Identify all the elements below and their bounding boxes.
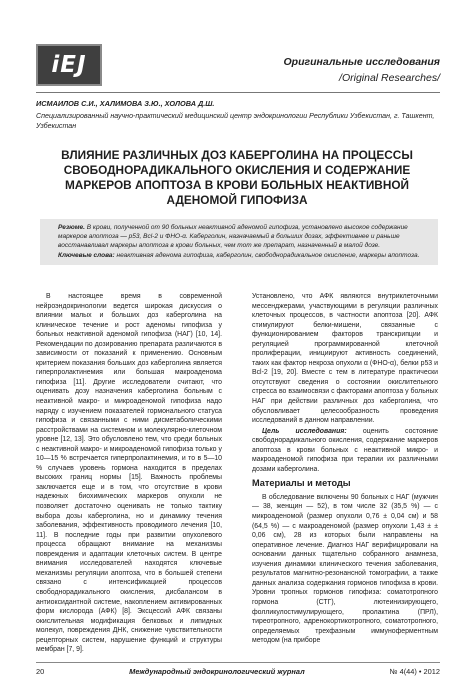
purpose-text: оценить состояние свободнорадикального окисления, содержание маркеров апоптоза в крови больных с неактивной микро- и макроаденомой гипофиза при терапии их различными дозами каберголина. — [252, 427, 438, 473]
methods-paragraph: В обследование включены 90 больных с НАГ (мужчин — 38, женщин — 52), в том числе 32 (35,5 %) — с микроаденомой (размер опухоли 0,76 ± 0,04 см) и 58 (64,5 %) — с макроаденомой (размер опухоли 1,43 ± ± 0,06 см), 28 из которых были направлены на оперативное лечение. Диагноз НАГ верифицировали на основании данных тщательно собранного анамнеза, изучения динамики клинического течения заболевания, результатов магнитно-резонансной томографии, а также данных анализа содержания гормонов гипофиза в крови. Уровни тропных гормонов гипофиза: соматотропного гормона (СТГ), лютеинизирующего, фолликулостимулирующего, пролактина (ПРЛ), тиреотропного, адренокортикотропного, соматотропного, определяемых трехфазным иммуноферментным методом (на приборе — [252, 493, 438, 645]
authors: ИСМАИЛОВ С.И., ХАЛИМОВА З.Ю., ХОЛОВА Д.Ш. — [36, 99, 215, 108]
abstract-text: В крови, полученной от 90 больных неактивной аденомой гипофиза, установлено высокое содержание маркеров апоптоза — р53, Bcl-2 и ФНО-α. Каберголин, назначаемый в больших дозах, эффективнее и раньше восстанавливал маркеры апоптоза в крови больных, чем тот же препарат, назначенный в малой дозе. — [58, 224, 408, 249]
footer-divider — [36, 662, 440, 663]
keywords — [58, 251, 432, 260]
page-number: 20 — [36, 667, 45, 676]
issue-info: № 4(44) • 2012 — [389, 667, 440, 676]
journal-logo-text: iEJ — [51, 52, 87, 78]
abstract-label: Резюме. — [58, 224, 85, 231]
section-heading — [284, 56, 441, 84]
purpose-paragraph — [252, 427, 438, 475]
introduction-paragraph: В настоящее время в современной нейроэндокринологии ведется широкая дискуссия о влиянии малых и больших доз каберголина на клиническое течение и рост аденомы гипофиза у больных неактивной аденомой гипофиза (НАГ) [10, 14]. Рекомендации по дозированию препарата различаются в зависимости от показаний к применению. Основным критерием показания больших доз каберголина является гиперпролактинемия или большая макроаденома гипофиза [11]. Другие исследователи считают, что оценивать дозу назначения каберголина больным с неактивной макро- и микроаденомой гипофиза надо наряду с изучением показателей гормонального статуса гипофиза и связанными с ними дисметаболическими расстройствами на системном и молекулярно-клеточном уровне [12, 13]. Это обусловлено тем, что среди больных с неактивной макро- и микроаденомой гипофиза только у 10—15 % встречается гиперпролактинемия, и то в 5—10 % случаев уровень гормона находится в пределах высоких границ нормы [15]. Важность проблемы заключается еще и в том, что отсутствие в крови надежных биохимических маркеров опухоли не позволяет достаточно оценивать не только тактику выбора дозы каберголина, но и динамику течения заболевания, эффективность проводимого лечения [10, 11]. В последние годы при развитии опухолевого процесса обращают внимание на механизмы повреждения и адаптации клеточных систем. В центре внимания исследователей находятся ключевые механизмы регуляции апоптоза, что в большей степени связано с интенсификацией процессов свободнорадикального окисления, дисбалансом в антиоксидантной системе, накоплением активированных форм кислорода (АФК) [8]. Эксцессий АФК связаны окислительная модификация белковых и липидных молекул, повреждения ДНК, снижение чувствительности рецепторных систем, нарушение функций и структуры мембран [7, 9]. — [36, 293, 222, 654]
methods-heading: Материалы и методы — [252, 478, 351, 489]
purpose-label: Цель исследования: — [262, 427, 347, 435]
abstract-box — [40, 219, 438, 265]
continuation-paragraph: Установлено, что АФК являются внутриклеточными мессенджерами, участвующими в регуляции различных клеточных процессов, в частности апоптоза [20]. АФК стимулируют белки-мишени, связанные с функционированием факторов транскрипции и регуляцией программированной клеточной пролиферации, инициируют активность соединений, таких как фактор некроза опухоли α (ФНО-α), белки р53 и Bcl-2 [19, 20]. Вместе с тем в литературе практически отсутствуют сведения о состоянии окислительного стресса во взаимосвязи с факторами апоптоза у больных НАГ при действии различных доз каберголина, что обусловливает целесообразность проведения исследований в данном направлении. — [252, 293, 438, 425]
right-column — [252, 292, 438, 647]
keywords-text: неактивная аденома гипофиза, каберголин, свободнорадикальное окисление, маркеры апоптоза. — [116, 252, 420, 259]
section-title-ru: Оригинальные исследования — [283, 56, 440, 68]
journal-name: Международный эндокринологический журнал — [129, 667, 305, 676]
journal-logo — [36, 44, 102, 86]
affiliation: Специализированный научно-практический медицинский центр эндокринологии Республики Узбекистан, г. Ташкент, Узбекистан — [36, 112, 435, 130]
abstract — [58, 223, 432, 250]
left-column — [36, 292, 222, 656]
footer — [36, 667, 440, 676]
article-title: ВЛИЯНИЕ РАЗЛИЧНЫХ ДОЗ КАБЕРГОЛИНА НА ПРОЦЕССЫ СВОБОДНОРАДИКАЛЬНОГО ОКИСЛЕНИЯ И СОДЕРЖАНИЕ МАРКЕРОВ АПОПТОЗА В КРОВИ БОЛЬНЫХ НЕАКТИВНОЙ АДЕНОМОЙ ГИПОФИЗА — [61, 148, 413, 207]
keywords-label: Ключевые слова: — [58, 252, 115, 259]
header-divider — [36, 92, 440, 93]
section-title-en: /Original Researches/ — [339, 72, 440, 84]
